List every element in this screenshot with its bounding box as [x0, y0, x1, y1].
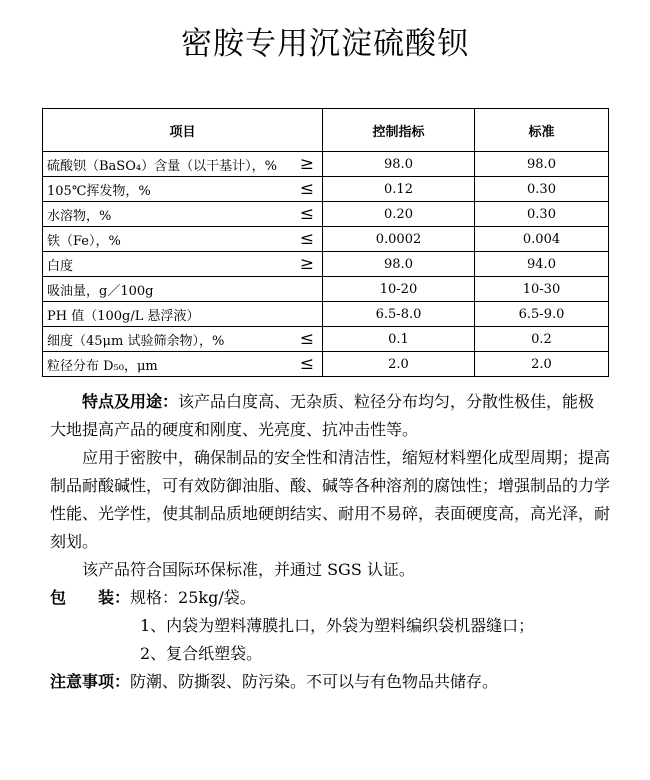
- comparison-symbol: ≤: [299, 354, 314, 374]
- document-title: 密胺专用沉淀硫酸钡: [181, 26, 469, 62]
- comparison-symbol: ≤: [299, 204, 314, 224]
- table-row: [43, 352, 609, 377]
- item-cell: [43, 177, 323, 202]
- packaging-item: 2、复合纸塑袋。: [140, 644, 263, 663]
- item-cell: [43, 302, 323, 327]
- standard-value: 94.0: [475, 252, 609, 277]
- control-value: 0.12: [323, 177, 475, 202]
- comparison-symbol: ≥: [299, 154, 314, 174]
- notes-line: [50, 668, 610, 696]
- item-label: PH 值（100g/L 悬浮液）: [47, 308, 200, 324]
- comparison-symbol: ≤: [299, 229, 314, 249]
- item-cell: [43, 327, 323, 352]
- comparison-symbol: ≤: [299, 329, 314, 349]
- item-label: 白度: [47, 258, 74, 274]
- standard-value: 98.0: [475, 152, 609, 177]
- item-label: 硫酸钡（BaSO₄）含量（以干基计），%: [47, 158, 277, 174]
- table-row: [43, 302, 609, 327]
- control-value: 98.0: [323, 252, 475, 277]
- features-label: 特点及用途：: [82, 392, 179, 411]
- table-header-row: [43, 109, 609, 152]
- table-row: [43, 202, 609, 227]
- item-label: 吸油量，g／100g: [47, 283, 154, 299]
- item-label: 铁（Fe），%: [47, 233, 121, 249]
- item-label: 105℃挥发物，%: [47, 183, 151, 199]
- standard-value: 0.2: [475, 327, 609, 352]
- notes-label: 注意事项：: [50, 672, 131, 691]
- packaging-label: 包 装：: [50, 588, 131, 607]
- standard-value: 2.0: [475, 352, 609, 377]
- item-cell: [43, 277, 323, 302]
- standard-value: 0.30: [475, 202, 609, 227]
- item-cell: [43, 152, 323, 177]
- item-cell: [43, 202, 323, 227]
- item-cell: [43, 252, 323, 277]
- comparison-symbol: ≥: [299, 254, 314, 274]
- header-control: 控制指标: [323, 109, 475, 152]
- item-cell: [43, 352, 323, 377]
- table-row: [43, 177, 609, 202]
- standard-value: 10-30: [475, 277, 609, 302]
- item-label: 细度（45μm 试验筛余物），%: [47, 333, 225, 349]
- packaging-spec: 规格：25kg/袋。: [130, 588, 256, 607]
- item-label: 水溶物，%: [47, 208, 112, 224]
- control-value: 0.20: [323, 202, 475, 227]
- table-row: [43, 277, 609, 302]
- comparison-symbol: ≤: [299, 179, 314, 199]
- standard-value: 0.004: [475, 227, 609, 252]
- header-standard: 标准: [475, 109, 609, 152]
- notes-text: 防潮、防撕裂、防污染。不可以与有色物品共储存。: [130, 672, 499, 691]
- table-row: [43, 152, 609, 177]
- spec-table: [42, 108, 609, 377]
- table-row: [43, 252, 609, 277]
- table-row: [43, 327, 609, 352]
- control-value: 10-20: [323, 277, 475, 302]
- packaging-line: [50, 584, 610, 612]
- control-value: 0.0002: [323, 227, 475, 252]
- control-value: 2.0: [323, 352, 475, 377]
- application-paragraph: 应用于密胺中，确保制品的安全性和清洁性，缩短材料塑化成型周期；提高制品耐酸碱性，可有效防御油脂、酸、碱等各种溶剂的腐蚀性；增强制品的力学性能、光学性，使其制品质地硬朗结实、耐用不易碎，表面硬度高，高光泽，耐刻划。: [50, 448, 611, 551]
- features-paragraph: [50, 388, 610, 444]
- standard-value: 6.5-9.0: [475, 302, 609, 327]
- compliance-paragraph: 该产品符合国际环保标准，并通过 SGS 认证。: [82, 560, 415, 579]
- control-value: 6.5-8.0: [323, 302, 475, 327]
- item-label: 粒径分布 D₅₀，μm: [47, 358, 158, 374]
- header-item: 项目: [43, 109, 323, 152]
- control-value: 0.1: [323, 327, 475, 352]
- description-body: [50, 388, 610, 696]
- packaging-item: 1、内袋为塑料薄膜扎口，外袋为塑料编织袋机器缝口；: [140, 616, 535, 635]
- control-value: 98.0: [323, 152, 475, 177]
- item-cell: [43, 227, 323, 252]
- standard-value: 0.30: [475, 177, 609, 202]
- features-text: 该产品白度高、无杂质、粒径分布均匀，分散性极佳，能极大地提高产品的硬度和刚度、光亮度、抗冲击性等。: [50, 392, 595, 439]
- table-row: [43, 227, 609, 252]
